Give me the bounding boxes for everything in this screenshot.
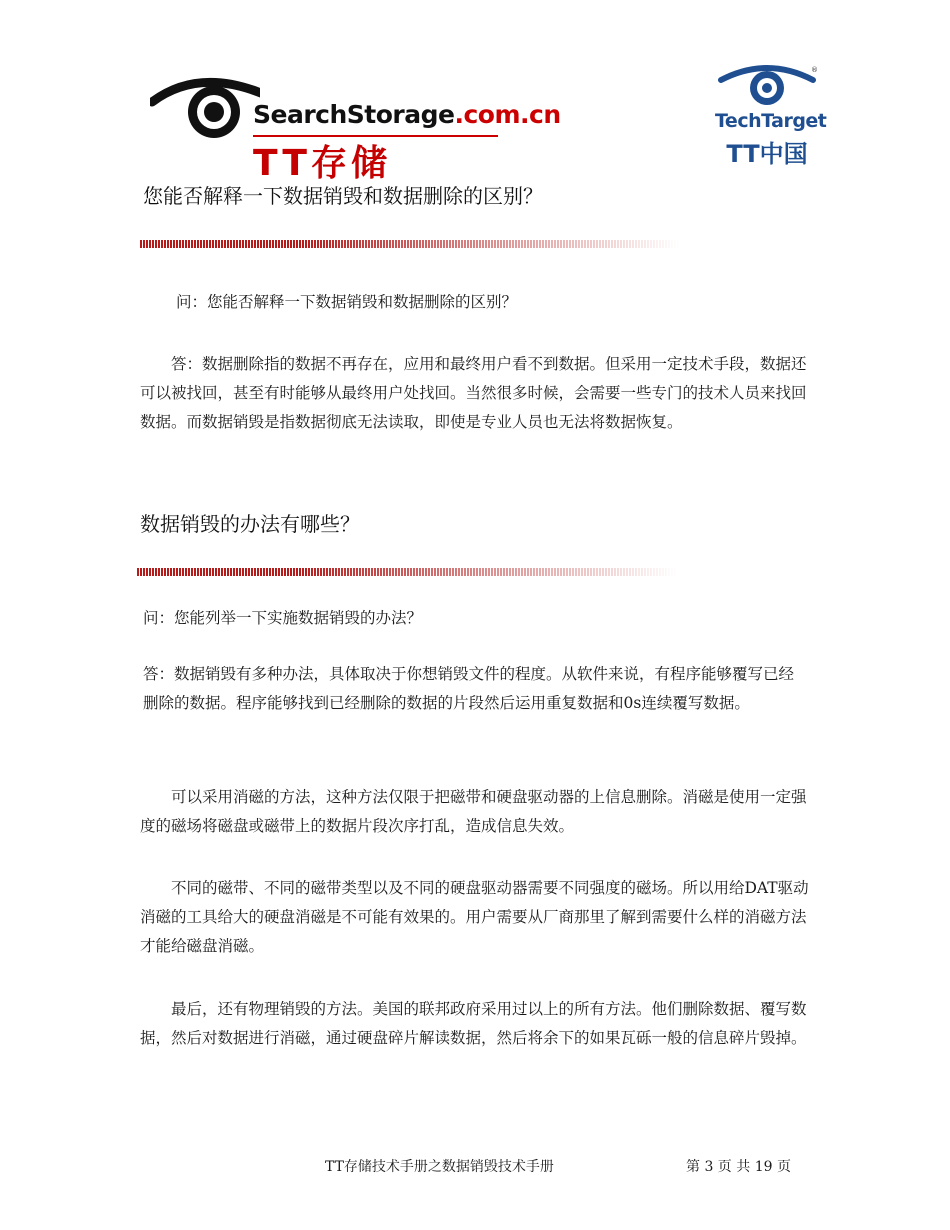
answer-paragraph: 答：数据删除指的数据不再存在，应用和最终用户看不到数据。但采用一定技术手段，数据还可以被找回，甚至有时能够从最终用户处找回。当然很多时候，会需要一些专门的技术人员来找回数据。而数据销毁是指数据彻底无法读取，即使是专业人员也无法将数据恢复。 bbox=[140, 355, 807, 431]
searchstorage-logo bbox=[150, 72, 561, 187]
body-paragraph: 最后，还有物理销毁的方法。美国的联邦政府采用过以上的所有方法。他们删除数据、覆写数据，然后对数据进行消磁，通过硬盘碎片解读数据，然后将余下的如果瓦砾一般的信息碎片毁掉。 bbox=[140, 1000, 807, 1047]
question-paragraph: 问：您能否解释一下数据销毁和数据删除的区别？ bbox=[176, 293, 518, 311]
section-heading: 数据销毁的办法有哪些？ bbox=[140, 512, 360, 536]
body-paragraph: 不同的磁带、不同的磁带类型以及不同的硬盘驱动器需要不同强度的磁场。所以用给DAT驱动消磁的工具给大的硬盘消磁是不可能有效果的。用户需要从厂商那里了解到需要什么样的消磁方法才能给磁盘消磁。 bbox=[140, 879, 809, 955]
question-paragraph: 问：您能列举一下实施数据销毁的办法？ bbox=[143, 609, 423, 627]
page-number: 第 3 页 共 19 页 bbox=[686, 1159, 791, 1175]
answer-paragraph: 答：数据销毁有多种办法，具体取决于你想销毁文件的程度。从软件来说，有程序能够覆写已经删除的数据。程序能够找到已经删除的数据的片段然后运用重复数据和0s连续覆写数据。 bbox=[143, 665, 795, 712]
eye-logo-icon bbox=[150, 72, 260, 144]
section-divider bbox=[137, 568, 677, 576]
tt-china-name: TT中国 bbox=[726, 140, 808, 168]
brand-cn-name: TT存储 bbox=[253, 143, 391, 184]
techtarget-logo bbox=[715, 60, 825, 170]
brand-name: SearchStorage.com.cn bbox=[253, 100, 561, 129]
registered-mark: ® bbox=[811, 66, 818, 74]
techtarget-name: TechTarget bbox=[715, 110, 827, 132]
body-paragraph: 可以采用消磁的方法，这种方法仅限于把磁带和硬盘驱动器的上信息删除。消磁是使用一定强度的磁场将磁盘或磁带上的数据片段次序打乱，造成信息失效。 bbox=[140, 788, 807, 835]
section-divider bbox=[140, 240, 680, 248]
section-heading: 您能否解释一下数据销毁和数据删除的区别？ bbox=[143, 184, 543, 208]
footer-title: TT存储技术手册之数据销毁技术手册 bbox=[325, 1159, 554, 1175]
brand-underline bbox=[253, 135, 498, 137]
techtarget-eye-icon bbox=[715, 60, 819, 110]
